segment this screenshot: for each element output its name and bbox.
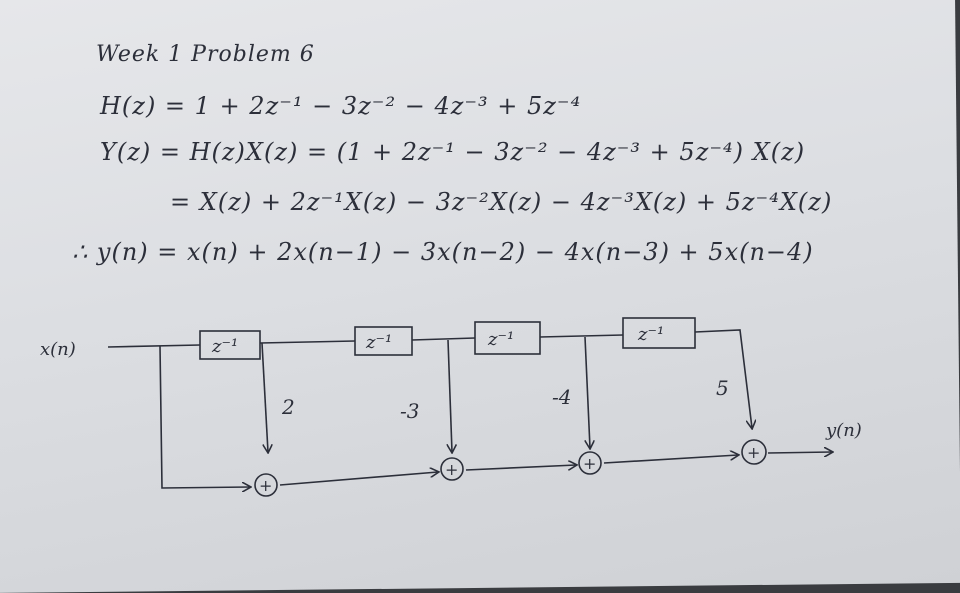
delay-label-1: z⁻¹ xyxy=(212,336,239,357)
difference-equation: ∴ y(n) = x(n) + 2x(n−1) − 3x(n−2) − 4x(n−3) + 5x(n−4) xyxy=(72,238,814,266)
input-line xyxy=(108,345,200,347)
gain-label-3: -4 xyxy=(552,385,572,409)
gain-label-1: 2 xyxy=(282,395,295,419)
delay-block-4 xyxy=(623,318,695,348)
adder-3-sign: + xyxy=(583,454,597,473)
delay-block-2 xyxy=(355,327,412,355)
adder-4-sign: + xyxy=(747,443,761,462)
adder-3 xyxy=(579,452,601,474)
tap-3-line xyxy=(585,337,590,448)
delay-block-1 xyxy=(200,331,260,359)
adder-2-sign: + xyxy=(445,460,459,479)
delay-label-3: z⁻¹ xyxy=(488,329,515,350)
delay-label-2: z⁻¹ xyxy=(366,332,393,353)
output-z-equation: Y(z) = H(z)X(z) = (1 + 2z⁻¹ − 3z⁻² − 4z⁻³ + 5z⁻⁴) X(z) xyxy=(100,138,806,166)
output-line xyxy=(768,452,832,453)
output-z-expanded-equation: = X(z) + 2z⁻¹X(z) − 3z⁻²X(z) − 4z⁻³X(z) + 5z⁻⁴X(z) xyxy=(170,188,833,216)
tap-1-line xyxy=(262,343,268,452)
direct-path-line xyxy=(160,346,250,488)
problem-title: Week 1 Problem 6 xyxy=(96,42,315,67)
gain-label-2: -3 xyxy=(400,399,420,423)
input-label: x(n) xyxy=(40,339,76,360)
tap-2-line xyxy=(448,340,452,452)
adder-1 xyxy=(255,474,277,496)
output-label: y(n) xyxy=(826,420,862,441)
adder-1-sign: + xyxy=(259,476,273,495)
gain-label-4: 5 xyxy=(716,376,729,400)
delay-block-3 xyxy=(475,322,540,354)
adder-2 xyxy=(441,458,463,480)
transfer-function-equation: H(z) = 1 + 2z⁻¹ − 3z⁻² − 4z⁻³ + 5z⁻⁴ xyxy=(100,92,582,120)
delay-label-4: z⁻¹ xyxy=(638,324,665,345)
adder-4 xyxy=(742,440,766,464)
